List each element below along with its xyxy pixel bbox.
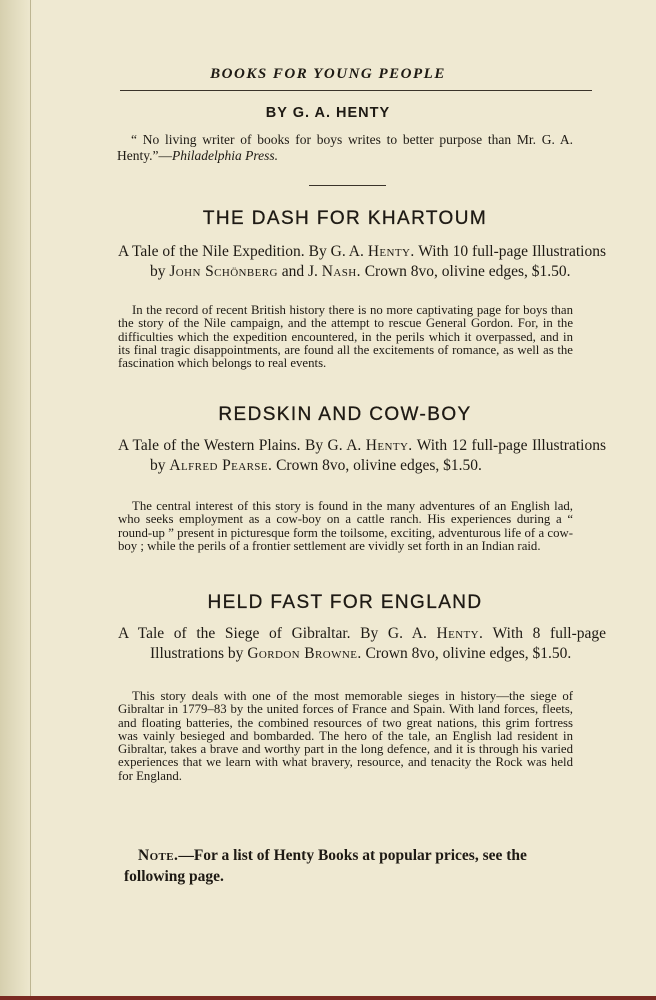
book-title-redskin-and-cow-boy: REDSKIN AND COW-BOY [218,404,472,425]
desc-author: Henty. [436,625,484,642]
desc-text: A Tale of the Siege of Gibraltar. By G. A. [118,625,437,642]
running-head: BOOKS FOR YOUNG PEOPLE [210,66,446,82]
desc-illustrator: Nash. [321,263,361,280]
book-description [118,242,606,282]
note [124,845,576,887]
desc-illustrator: Alfred Pearse. [169,457,273,474]
desc-text: With 8 full-page Illustrations by [150,625,606,662]
book-blurb: In the record of recent British history there is no more captivating page for boys than the story of the Nile campaign, and the attempt to rescue General Gordon. For, in the difficulties which the expedition encountered, in the perils which it overpassed, and in its final tragic disappointments, are found all the excitements of romance, as well as the fascination which belongs to real events. [118,303,573,371]
book-blurb: This story deals with one of the most memorable sieges in history—the siege of Gibraltar in 1779–83 by the united forces of France and Spain. With land forces, fleets, and floating batteries, the combined resources of two great nations, this grim fortress was vainly besieged and bombarded. The hero of the tale, an English lad resident in Gibraltar, takes a brave and worthy part in the long defence, and it is through his varied experiences that we learn with what bravery, resource, and tenacity the Rock was held for England. [118,689,573,783]
quote-source: Philadelphia Press. [171,148,278,163]
quote-text: “ No living writer of books for boys writes to better purpose than Mr. G. A. Henty.”— [117,132,573,163]
desc-illustrator: Gordon Browne. [247,645,362,662]
note-text: —For a list of Henty Books at popular prices, see the following page. [124,847,527,885]
desc-text: Crown 8vo, olivine edges, $1.50. [272,457,482,474]
author-heading: BY G. A. HENTY [265,105,391,121]
desc-text: With 10 full-page Illustrations by [150,243,606,280]
book-title-held-fast-for-england: HELD FAST FOR ENGLAND [207,592,483,613]
desc-author: Henty. [367,243,415,260]
desc-text: Crown 8vo, olivine edges, $1.50. [360,263,571,280]
desc-illustrator: John Schönberg [169,263,278,280]
book-description [118,436,606,476]
book-blurb: The central interest of this story is found in the many adventures of an English lad, who seeks employment as a cow-boy on a cattle ranch. His experiences during a “ round-up ” present in picturesque form the toilsome, exciting, adventurous life of a cow-boy ; while the perils of a frontier settlement are vividly set forth in an Indian raid. [118,499,573,553]
desc-author: Henty. [365,437,413,454]
gutter-line [30,0,31,1000]
desc-text: A Tale of the Western Plains. By G. A. [118,437,366,454]
desc-text: A Tale of the Nile Expedition. By G. A. [118,243,368,260]
running-head-rule [120,90,592,91]
book-description [118,624,606,664]
desc-text: Crown 8vo, olivine edges, $1.50. [361,645,572,662]
desc-text: With 12 full-page Illustrations by [150,437,606,474]
desc-text: and J. [277,263,322,280]
book-title-dash-for-khartoum: THE DASH FOR KHARTOUM [202,208,488,229]
page-bottom-edge [0,996,656,1000]
section-divider [309,185,386,186]
note-label: Note. [138,847,179,864]
press-quote [117,132,573,164]
page-gutter [0,0,34,1000]
